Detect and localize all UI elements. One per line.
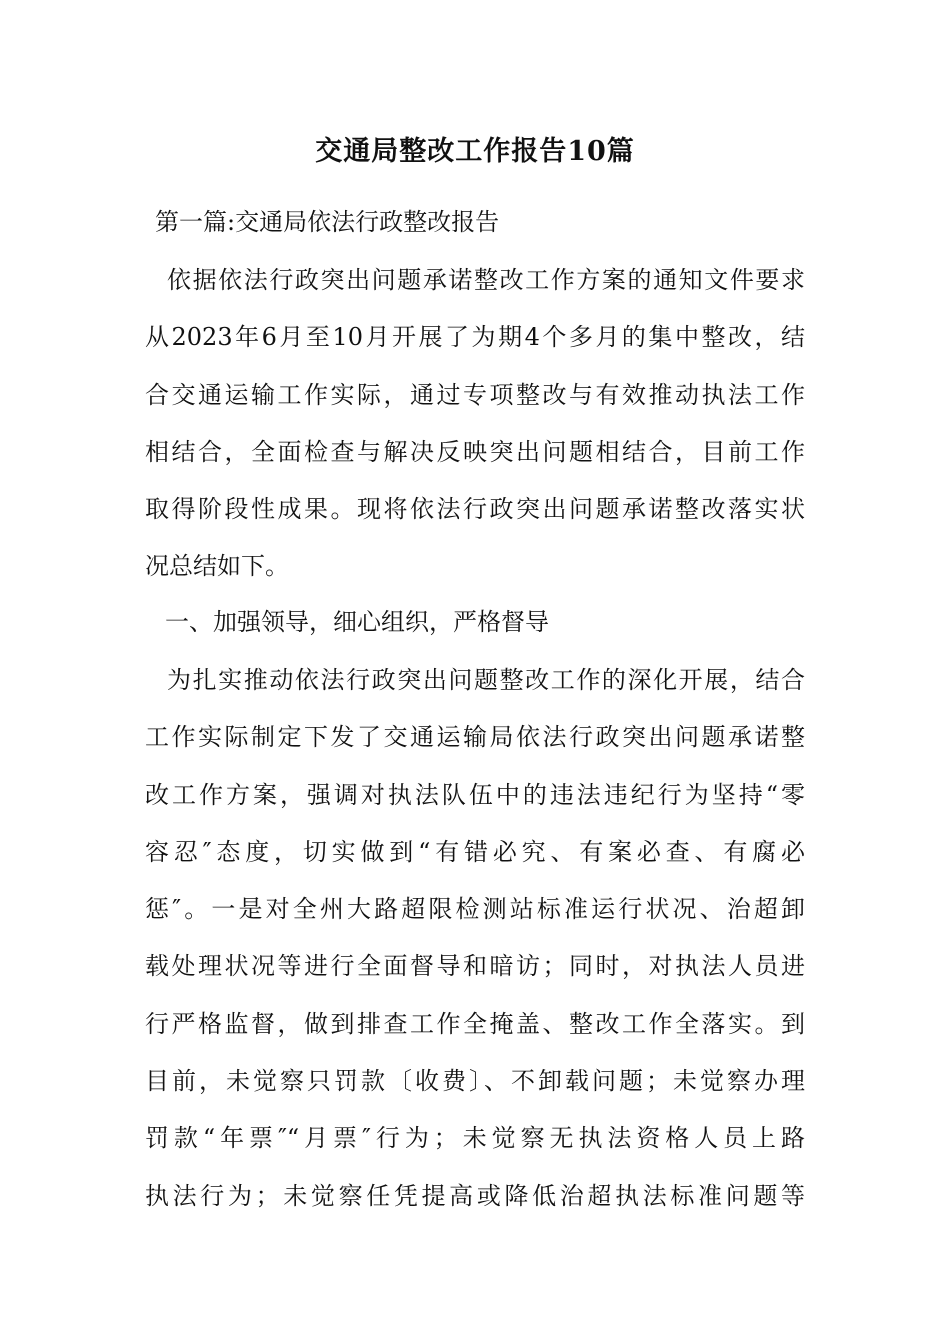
paragraph-line: 载处理状况等进行全面督导和暗访；同时，对执法人员进 <box>145 952 805 981</box>
paragraph-line: 相结合，全面检查与解决反映突出问题相结合，目前工作 <box>145 437 805 466</box>
paragraph-line: 惩″。一是对全州大路超限检测站标准运行状况、治超卸 <box>145 895 805 924</box>
paragraph-2 <box>145 660 805 1233</box>
paragraph-line: 工作实际制定下发了交通运输局依法行政突出问题承诺整 <box>145 723 805 752</box>
paragraph-line: 依据依法行政突出问题承诺整改工作方案的通知文件要求 <box>167 266 805 294</box>
paragraph-line: 合交通运输工作实际，通过专项整改与有效推动执法工作 <box>145 380 805 409</box>
chapter-title: 第一篇:交通局依法行政整改报告 <box>155 208 500 236</box>
paragraph-line: 改工作方案，强调对执法队伍中的违法违纪行为坚持“零 <box>145 780 805 809</box>
paragraph-line: 况总结如下。 <box>145 552 289 581</box>
paragraph-line: 目前，未觉察只罚款〔收费〕、不卸载问题；未觉察办理 <box>145 1067 805 1096</box>
section-heading: 一、加强领导，细心组织，严格督导 <box>165 608 549 636</box>
paragraph-line: 为扎实推动依法行政突出问题整改工作的深化开展，结合 <box>167 666 805 694</box>
document-title: 交通局整改工作报告10篇 <box>315 136 635 167</box>
paragraph-line: 行严格监督，做到排查工作全掩盖、整改工作全落实。到 <box>145 1009 805 1038</box>
paragraph-line: 执法行为；未觉察任凭提高或降低治超执法标准问题等 <box>145 1181 805 1210</box>
paragraph-1 <box>145 260 805 604</box>
paragraph-line: 罚款“年票″“月票″行为；未觉察无执法资格人员上路 <box>145 1124 805 1153</box>
paragraph-line: 取得阶段性成果。现将依法行政突出问题承诺整改落实状 <box>145 495 805 524</box>
paragraph-line: 从2023年6月至10月开展了为期4个多月的集中整改，结 <box>145 323 805 352</box>
paragraph-line: 容忍″态度，切实做到“有错必究、有案必查、有腐必 <box>145 837 805 866</box>
